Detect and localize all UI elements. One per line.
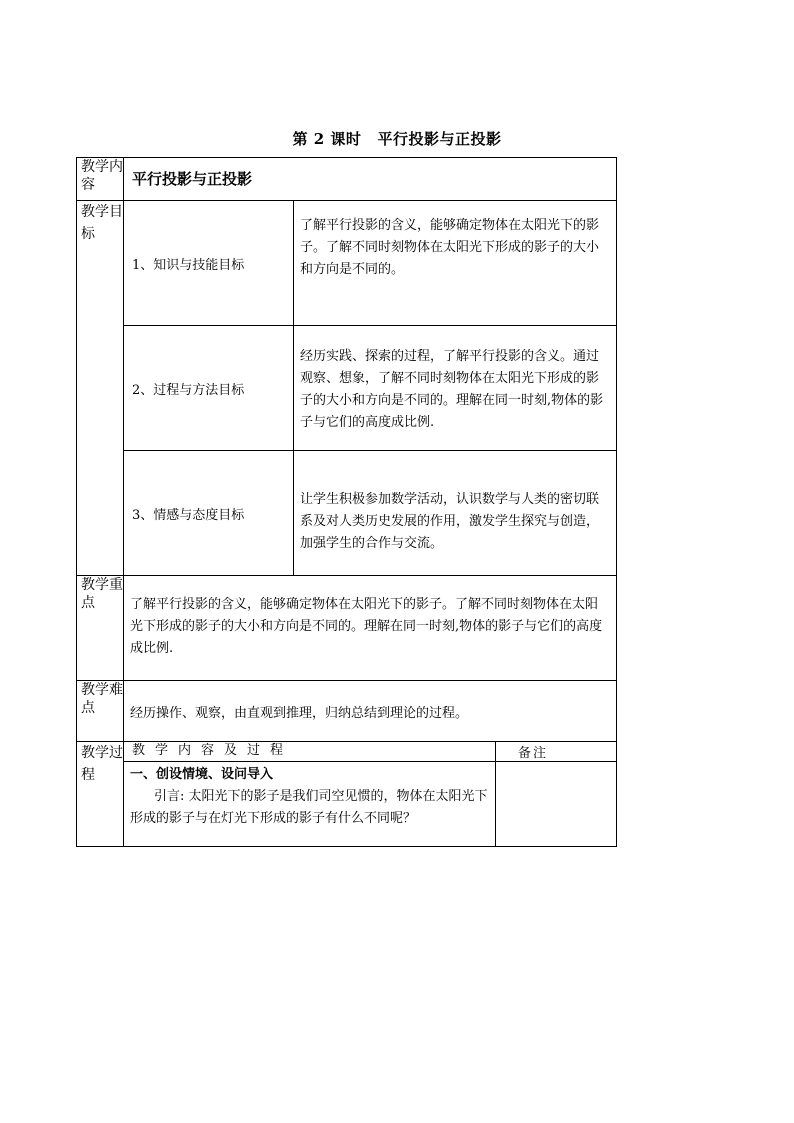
goal-row xyxy=(77,201,617,326)
note-cell xyxy=(496,762,617,847)
process-body-row xyxy=(77,762,617,847)
content-label: 教学内容 xyxy=(77,158,124,201)
difficulty-label: 教学难点 xyxy=(77,681,124,742)
key-text: 了解平行投影的含义，能够确定物体在太阳光下的影子。了解不同时刻物体在太阳光下形成的影子的大小和方向是不同的。理解在同一时刻,物体的影子与它们的高度成比例. xyxy=(124,576,617,681)
page-title xyxy=(0,128,794,149)
goal-text: 让学生积极参加数学活动，认识数学与人类的密切联系及对人类历史发展的作用，激发学生探究与创造，加强学生的合作与交流。 xyxy=(294,451,617,576)
goals-label: 教学目标 xyxy=(77,201,124,576)
process-header-row xyxy=(77,742,617,762)
lesson-number: 第 2 课时 xyxy=(292,130,362,148)
note-header: 备注 xyxy=(496,742,617,762)
goal-name: 1、知识与技能目标 xyxy=(124,201,294,326)
goal-name: 3、情感与态度目标 xyxy=(124,451,294,576)
process-body xyxy=(124,762,496,847)
goal-row xyxy=(77,326,617,451)
key-row xyxy=(77,576,617,681)
process-label: 教学过程 xyxy=(77,742,124,847)
difficulty-row xyxy=(77,681,617,742)
difficulty-text: 经历操作、观察，由直观到推理，归纳总结到理论的过程。 xyxy=(124,681,617,742)
goal-row xyxy=(77,451,617,576)
content-value: 平行投影与正投影 xyxy=(124,158,617,201)
key-label: 教学重点 xyxy=(77,576,124,681)
lesson-plan-table xyxy=(76,157,617,847)
goal-text: 了解平行投影的含义，能够确定物体在太阳光下的影子。了解不同时刻物体在太阳光下形成的影子的大小和方向是不同的。 xyxy=(294,201,617,326)
goal-text: 经历实践、探索的过程，了解平行投影的含义。通过观察、想象，了解不同时刻物体在太阳光下形成的影子的大小和方向是不同的。理解在同一时刻,物体的影子与它们的高度成比例. xyxy=(294,326,617,451)
lesson-topic: 平行投影与正投影 xyxy=(377,130,502,148)
goal-name: 2、过程与方法目标 xyxy=(124,326,294,451)
process-header: 教学内容及过程 xyxy=(124,742,496,762)
intro-text: 引言: 太阳光下的影子是我们司空见惯的，物体在太阳光下形成的影子与在灯光下形成的影子有什么不同呢？ xyxy=(130,789,488,826)
content-row xyxy=(77,158,617,201)
section-title: 一、创设情境、设问导入 xyxy=(130,767,274,782)
